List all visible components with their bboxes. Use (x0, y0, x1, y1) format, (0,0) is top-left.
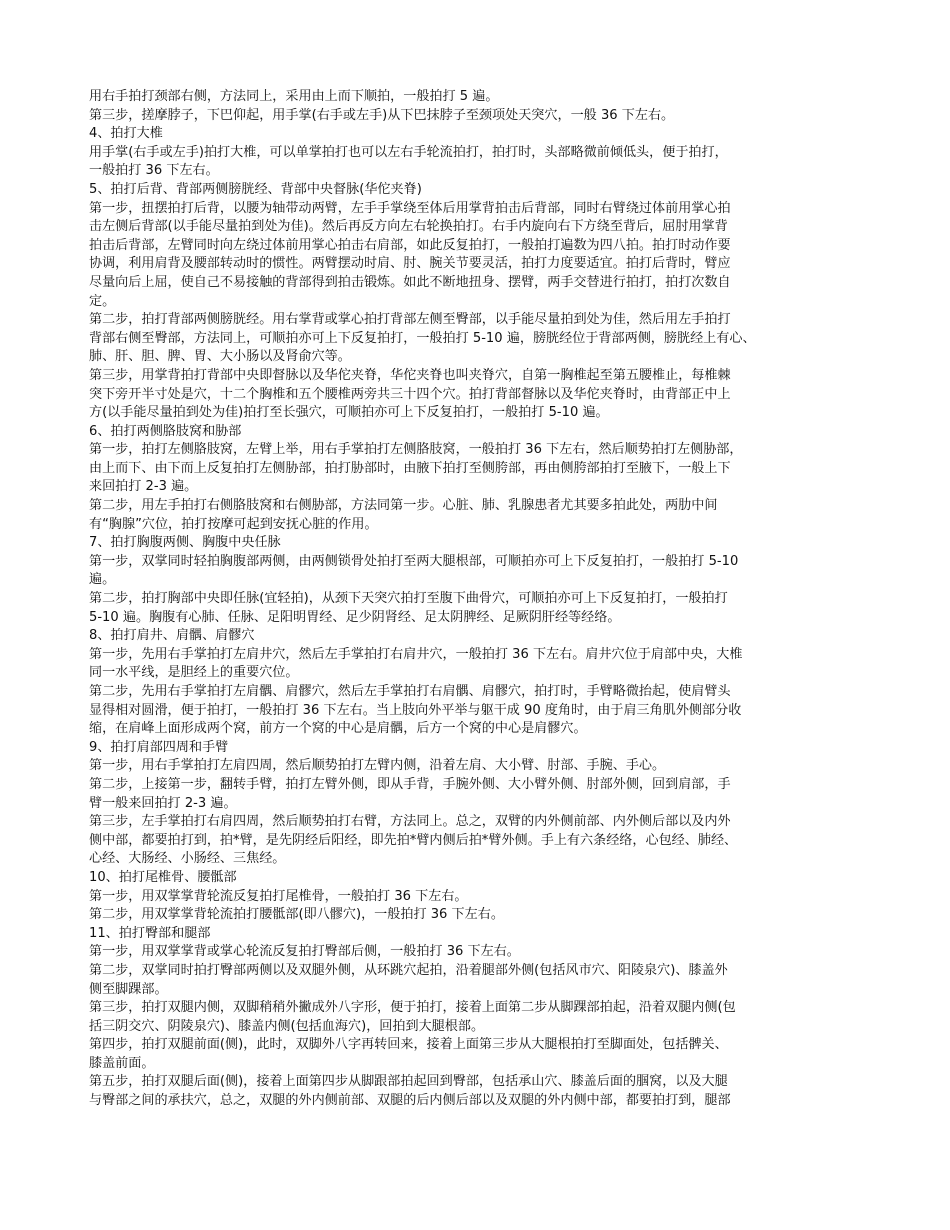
text-line: 第五步，拍打双腿后面(侧)，接着上面第四步从脚跟部拍起回到臀部，包括承山穴、膝盖后面的腘窝，以及大腿 (89, 1074, 728, 1090)
text-line: 5-10 遍。胸腹有心肺、任脉、足阳明胃经、足少阴肾经、足太阴脾经、足厥阴肝经等经络。 (89, 609, 621, 625)
text-line: 侧中部，都要拍打到，拍*臂，是先阴经后阳经，即先拍*臂内侧后拍*臂外侧。手上有六条经络，心包经、肺经、 (89, 832, 738, 848)
text-line: 第三步，左手掌拍打右肩四周，然后顺势拍打右臂，方法同上。总之，双臂的内外侧前部、内外侧后部以及内外 (89, 814, 731, 830)
text-line: 用手掌(右手或左手)拍打大椎，可以单掌拍打也可以左右手轮流拍打，拍打时，头部略微前倾低头，便于拍打， (89, 144, 728, 160)
text-line: 定。 (89, 293, 116, 309)
text-line: 第一步，用右手掌拍打左肩四周，然后顺势拍打左臂内侧，沿着左肩、大小臂、肘部、手腕、手心。 (89, 758, 666, 774)
text-line: 第一步，先用右手掌拍打左肩井穴，然后左手掌拍打右肩井穴，一般拍打 36 下左右。肩井穴位于肩部中央，大椎 (89, 646, 743, 662)
text-line: 心经、大肠经、小肠经、三焦经。 (89, 851, 286, 867)
text-line: 第一步，拍打左侧胳肢窝，左臂上举，用右手掌拍打左侧胳肢窝，一般拍打 36 下左右，然后顺势拍打左侧胁部， (89, 442, 743, 458)
text-line: 第四步，拍打双腿前面(侧)，此时，双脚外八字再转回来，接着上面第三步从大腿根拍打至脚面处，包括髀关、 (89, 1037, 728, 1053)
text-line: 与臀部之间的承扶穴，总之，双腿的外内侧前部、双腿的后内侧后部以及双腿的外内侧中部，都要拍打到，腿部 (89, 1093, 731, 1109)
text-line: 突下旁开半寸处是穴，十二个胸椎和五个腰椎两旁共三十四个穴。拍打背部督脉以及华佗夹脊时，由背部正中上 (89, 386, 731, 402)
text-line: 方(以手能尽量拍到处为佳)拍打至长强穴，可顺拍亦可上下反复拍打，一般拍打 5-10 遍。 (89, 405, 609, 421)
document-body (89, 88, 890, 1129)
section-heading: 11、拍打臀部和腿部 (89, 925, 211, 941)
text-line: 第一步，双掌同时轻拍胸腹部两侧，由两侧锁骨处拍打至两大腿根部，可顺拍亦可上下反复拍打，一般拍打 5-10 (89, 553, 739, 569)
text-line: 肺、肝、胆、脾、胃、大小肠以及肾俞穴等。 (89, 349, 351, 365)
text-line: 第二步，双掌同时拍打臀部两侧以及双腿外侧，从环跳穴起拍，沿着腿部外侧(包括风市穴、阳陵泉穴)、膝盖外 (89, 962, 728, 978)
text-line: 第一步，扭摆拍打后背，以腰为轴带动两臂，左手手掌绕至体后用掌背拍击后背部，同时右臂绕过体前用掌心拍 (89, 200, 731, 216)
text-line: 第三步，用掌背拍打背部中央即督脉以及华佗夹脊，华佗夹脊也叫夹脊穴，自第一胸椎起至第五腰椎止，每椎棘 (89, 367, 731, 383)
section-heading: 6、拍打两侧胳肢窝和胁部 (89, 423, 242, 439)
text-line: 显得相对圆滑，便于拍打，一般拍打 36 下左右。当上肢向外平举与躯干成 90 度角时，由于肩三角肌外侧部分收 (89, 702, 742, 718)
text-line: 侧至脚踝部。 (89, 981, 168, 997)
text-line: 背部右侧至臀部，方法同上，可顺拍亦可上下反复拍打，一般拍打 5-10 遍，膀胱经位于背部两侧，膀胱经上有心、 (89, 330, 756, 346)
text-line: 缩，在肩峰上面形成两个窝，前方一个窝的中心是肩髃，后方一个窝的中心是肩髎穴。 (89, 721, 587, 737)
text-line: 第二步，拍打背部两侧膀胱经。用右掌背或掌心拍打背部左侧至臀部，以手能尽量拍到处为佳，然后用左手拍打 (89, 312, 731, 328)
text-line: 臂一般来回拍打 2-3 遍。 (89, 795, 237, 811)
text-line: 第二步，先用右手掌拍打左肩髃、肩髎穴，然后左手掌拍打右肩髃、肩髎穴，拍打时，手臂略微抬起，使肩臂头 (89, 684, 731, 699)
text-line: 第二步，上接第一步，翻转手臂，拍打左臂外侧，即从手背，手腕外侧、大小臂外侧、肘部外侧，回到肩部，手 (89, 776, 731, 792)
text-line: 膝盖前面。 (89, 1055, 155, 1071)
text-line: 来回拍打 2-3 遍。 (89, 479, 198, 495)
section-heading: 10、拍打尾椎骨、腰骶部 (89, 869, 237, 885)
text-line: 第二步，拍打胸部中央即任脉(宜轻拍)，从颈下天突穴拍打至腹下曲骨穴，可顺拍亦可上下反复拍打，一般拍打 (89, 591, 728, 607)
text-line: 第三步，搓摩脖子，下巴仰起，用手掌(右手或左手)从下巴抹脖子至颈项处天突穴，一般 36 下左右。 (89, 107, 675, 123)
text-line: 第一步，用双掌掌背或掌心轮流反复拍打臀部后侧，一般拍打 36 下左右。 (89, 944, 520, 960)
text-line (89, 1111, 890, 1130)
text-line: 协调，利用肩背及腰部转动时的惯性。两臂摆动时肩、肘、腕关节要灵活，拍打力度要适宜。拍打后背时，臂应 (89, 256, 731, 272)
text-line: 有“胸腺”穴位，拍打按摩可起到安抚心脏的作用。 (89, 516, 378, 532)
text-line: 由上而下、由下而上反复拍打左侧胁部，拍打胁部时，由腋下拍打至侧胯部，再由侧胯部拍打至腋下，一般上下 (89, 460, 731, 476)
text-line: 括三阴交穴、阴陵泉穴)、膝盖内侧(包括血海穴)，回拍到大腿根部。 (89, 1018, 485, 1034)
section-heading: 8、拍打肩井、肩髃、肩髎穴 (89, 628, 255, 644)
text-line: 击左侧后背部(以手能尽量拍到处为佳)。然后再反方向左右轮换拍打。右手内旋向右下方绕至背后，屈肘用掌背 (89, 219, 728, 235)
text-line: 尽量向后上屈，使自己不易接触的背部得到拍击锻炼。如此不断地扭身、摆臂，两手交替进行拍打，拍打次数自 (89, 274, 731, 290)
text-line: 第二步，用左手拍打右侧胳肢窝和右侧胁部，方法同第一步。心脏、肺、乳腺患者尤其要多拍此处，两肋中间 (89, 498, 718, 514)
section-heading: 4、拍打大椎 (89, 126, 163, 142)
text-line: 遍。 (89, 572, 116, 588)
text-line: 第三步，拍打双腿内侧，双脚稍稍外撇成外八字形，便于拍打，接着上面第二步从脚踝部拍起，沿着双腿内侧(包 (89, 1000, 736, 1016)
text-line: 一般拍打 36 下左右。 (89, 163, 219, 179)
text-line: 同一水平线，是胆经上的重要穴位。 (89, 665, 299, 681)
text-line: 用右手拍打颈部右侧，方法同上，采用由上而下顺拍，一般拍打 5 遍。 (89, 89, 499, 104)
section-heading: 7、拍打胸腹两侧、胸腹中央任脉 (89, 535, 281, 551)
section-heading: 9、拍打肩部四周和手臂 (89, 739, 229, 755)
text-line: 拍击后背部，左臂同时向左绕过体前用掌心拍击右肩部，如此反复拍打，一般拍打遍数为四八拍。拍打时动作要 (89, 237, 731, 253)
text-line: 第二步，用双掌掌背轮流拍打腰骶部(即八髎穴)，一般拍打 36 下左右。 (89, 907, 504, 923)
section-heading: 5、拍打后背、背部两侧膀胱经、背部中央督脉(华佗夹脊) (89, 181, 422, 197)
text-line: 第一步，用双掌掌背轮流反复拍打尾椎骨，一般拍打 36 下左右。 (89, 888, 468, 904)
